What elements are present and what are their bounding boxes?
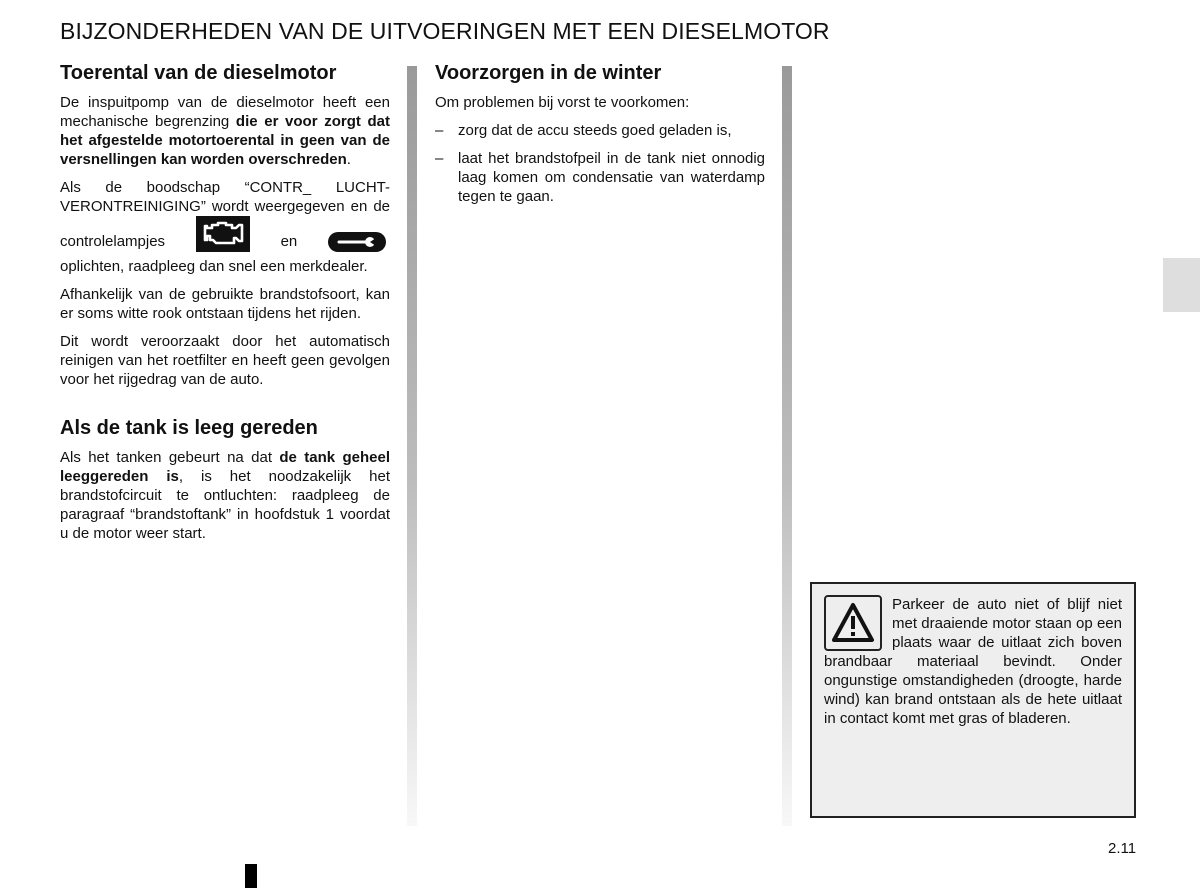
list-item	[435, 149, 765, 206]
chapter-tab	[1163, 258, 1200, 312]
paragraph-soot-filter: Dit wordt veroorzaakt door het automatisch reinigen van het roetfilter en heeft geen gevolgen voor het rijgedrag van de auto.	[60, 333, 390, 388]
paragraph-text: Als het tanken gebeurt na dat	[60, 449, 280, 466]
list-item	[435, 121, 765, 140]
engine-warning-icon	[196, 216, 250, 257]
list-item-text: zorg dat de accu steeds goed geladen is,	[458, 122, 732, 139]
paragraph-text: , is het noodzakelijk het brandstofcircuit te ontluchten: raadpleeg de paragraaf “brandstoftank” in hoofdstuk 1 voordat u de motor weer start.	[60, 468, 390, 542]
page-number: 2.11	[1108, 840, 1137, 857]
paragraph-winter-intro: Om problemen bij vorst te voorkomen:	[435, 94, 690, 111]
paragraph-text: De inspuitpomp van de dieselmotor heeft een mechanische begrenzing	[60, 94, 390, 130]
paragraph-white-smoke: Afhankelijk van de gebruikte brandstofsoort, kan er soms witte rook ontstaan tijdens het rijden.	[60, 286, 390, 322]
column-divider-right	[782, 66, 792, 826]
middle-column	[435, 62, 765, 215]
paragraph-injection-pump	[60, 93, 390, 169]
paragraph-empty-tank	[60, 448, 390, 543]
column-divider-left	[407, 66, 417, 826]
paragraph-text: oplichten, raadpleeg dan snel een merkdealer.	[60, 258, 368, 275]
section-heading-engine-speed: Toerental van de dieselmotor	[60, 62, 337, 84]
page-title: BIJZONDERHEDEN VAN DE UITVOERINGEN MET EEN DIESELMOTOR	[60, 18, 830, 44]
paragraph-bold-text: de tank geheel leeggereden is	[60, 449, 390, 485]
service-wrench-icon	[328, 232, 386, 257]
warning-box	[810, 582, 1136, 818]
left-column	[60, 62, 390, 552]
winter-list	[435, 121, 765, 206]
section-heading-empty-tank: Als de tank is leeg gereden	[60, 417, 318, 439]
warning-text: Parkeer de auto niet of blijf niet met draaiende motor staan op een plaats waar de uitlaat zich boven brandbaar materiaal bevindt. Onder ongunstige omstandigheden (droogte, harde wind) kan brand ontstaan als de hete uitlaat in contact komt met gras of bladeren.	[824, 596, 1122, 727]
section-heading-winter: Voorzorgen in de winter	[435, 62, 662, 84]
warning-triangle-icon	[824, 595, 882, 651]
paragraph-bold-text: die er voor zorgt dat het afgestelde motortoerental in geen van de versnellingen kan worden overschreden	[60, 113, 390, 168]
dash-bullet: –	[435, 122, 444, 139]
page-edge-marker	[245, 864, 257, 888]
paragraph-text: en	[280, 233, 298, 250]
paragraph-text: .	[346, 151, 351, 168]
paragraph-text: Als de boodschap “CONTR_ LUCHT-VERONTREINIGING” wordt weergegeven en de controlelampjes	[60, 179, 390, 250]
dash-bullet: –	[435, 150, 444, 167]
paragraph-pollution-message	[60, 178, 390, 276]
list-item-text: laat het brandstofpeil in de tank niet onnodig laag komen om condensatie van waterdamp tegen te gaan.	[458, 150, 765, 205]
